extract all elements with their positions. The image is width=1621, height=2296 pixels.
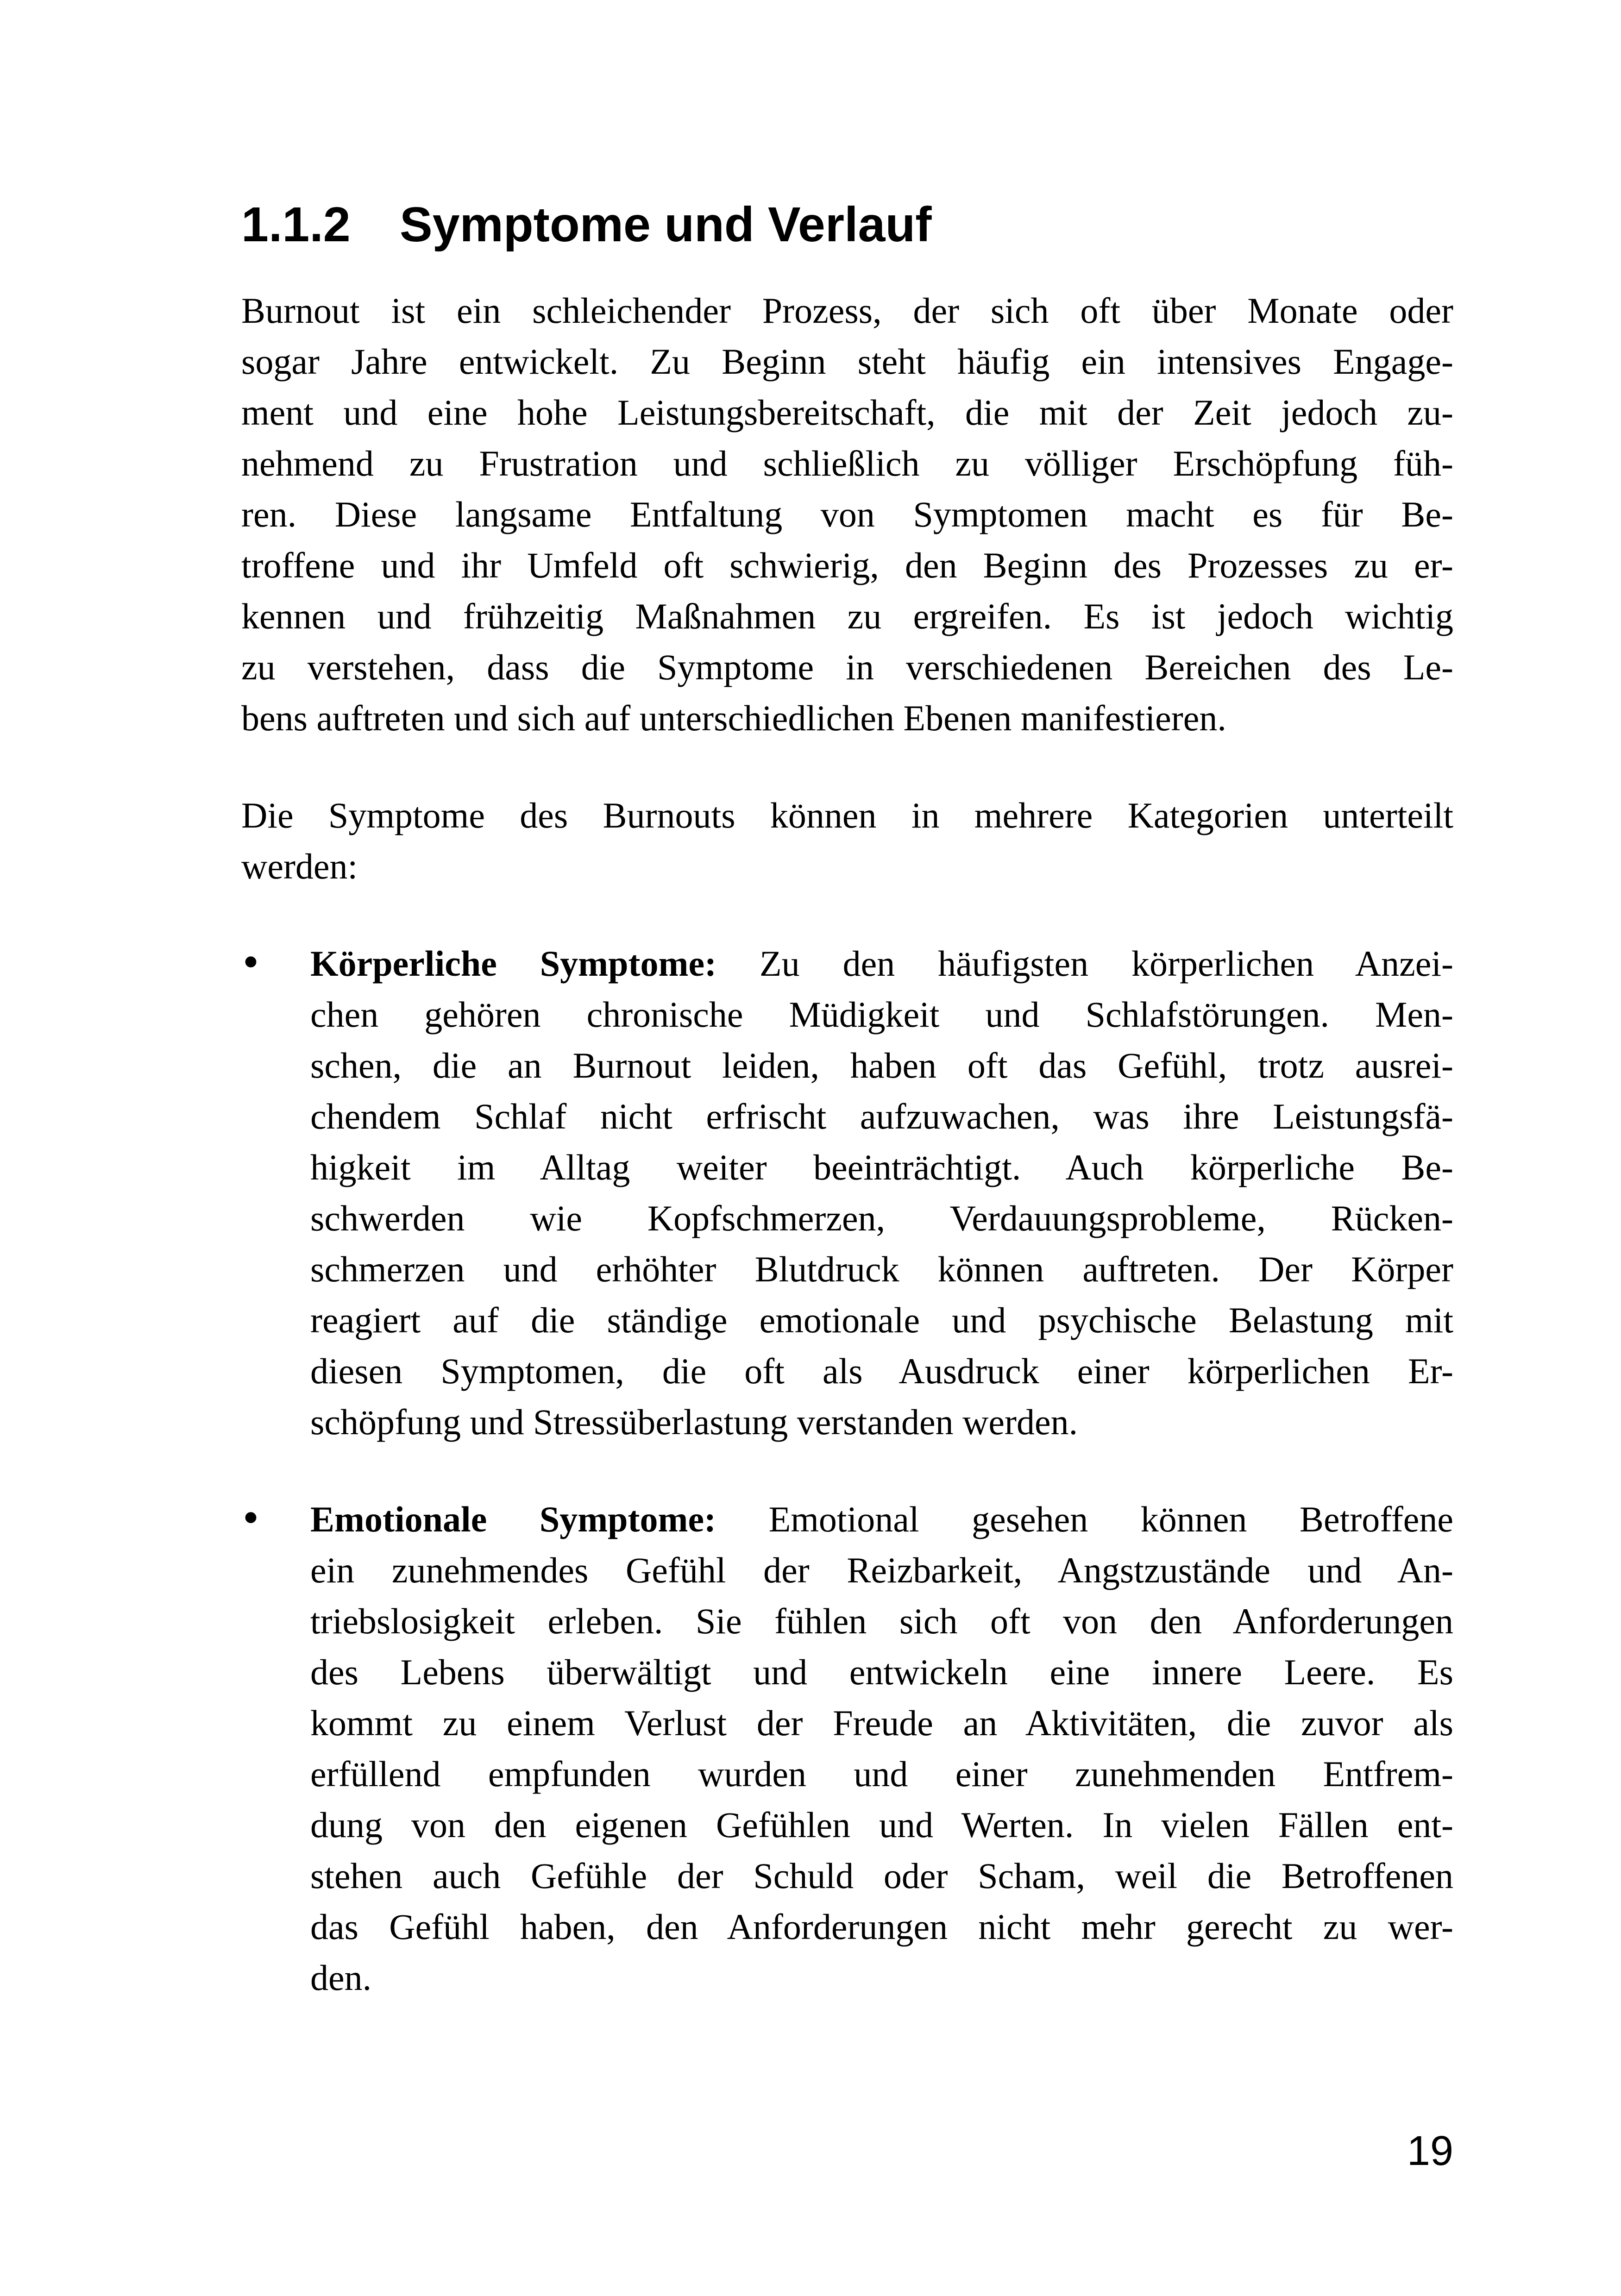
text-line: stehen auch Gefühle der Schuld oder Scham, weil die Betroffenen xyxy=(310,1856,1453,1896)
paragraph xyxy=(241,285,1453,744)
text-line: werden: xyxy=(241,846,358,886)
bullet-item xyxy=(241,1494,1453,2003)
bullet-marker-icon: • xyxy=(243,936,259,987)
document-content xyxy=(241,197,1453,2003)
text-line: erfüllend empfunden wurden und einer zunehmenden Entfrem- xyxy=(310,1754,1453,1794)
text-line: bens auftreten und sich auf unterschiedlichen Ebenen manifestieren. xyxy=(241,698,1226,738)
text-line: schwerden wie Kopfschmerzen, Verdauungsprobleme, Rücken- xyxy=(310,1198,1453,1238)
text-line: Die Symptome des Burnouts können in mehrere Kategorien unterteilt xyxy=(241,795,1453,835)
text-line: das Gefühl haben, den Anforderungen nicht mehr gerecht zu wer- xyxy=(310,1907,1453,1947)
text-line: ren. Diese langsame Entfaltung von Symptomen macht es für Be- xyxy=(241,494,1453,534)
text-line: dung von den eigenen Gefühlen und Werten. In vielen Fällen ent- xyxy=(310,1805,1453,1845)
text-line: triebslosigkeit erleben. Sie fühlen sich oft von den Anforderungen xyxy=(310,1601,1453,1641)
section-heading xyxy=(241,197,1453,252)
text-line: Emotionale Symptome: Emotional gesehen können Betroffene xyxy=(310,1499,1453,1539)
text-line: schen, die an Burnout leiden, haben oft das Gefühl, trotz ausrei- xyxy=(310,1045,1453,1085)
text-line: des Lebens überwältigt und entwickeln eine innere Leere. Es xyxy=(310,1652,1453,1692)
text-line: chen gehören chronische Müdigkeit und Schlafstörungen. Men- xyxy=(310,994,1453,1035)
page-number: 19 xyxy=(1407,2128,1453,2174)
text-line: Burnout ist ein schleichender Prozess, der sich oft über Monate oder xyxy=(241,290,1453,331)
text-line: kommt zu einem Verlust der Freude an Aktivitäten, die zuvor als xyxy=(310,1703,1453,1743)
section-title: Symptome und Verlauf xyxy=(400,197,932,252)
text-line: ment und eine hohe Leistungsbereitschaft, die mit der Zeit jedoch zu- xyxy=(241,392,1453,433)
text-line: kennen und frühzeitig Maßnahmen zu ergreifen. Es ist jedoch wichtig xyxy=(241,596,1453,636)
text-line: diesen Symptomen, die oft als Ausdruck einer körperlichen Er- xyxy=(310,1351,1453,1391)
bullet-item xyxy=(241,938,1453,1448)
paragraph xyxy=(241,790,1453,892)
text-line: nehmend zu Frustration und schließlich zu völliger Erschöpfung füh- xyxy=(241,443,1453,483)
bullet-lead-bold: Körperliche Symptome: xyxy=(310,943,717,984)
text-line: sogar Jahre entwickelt. Zu Beginn steht häufig ein intensives Engage- xyxy=(241,341,1453,382)
text-line: Körperliche Symptome: Zu den häufigsten körperlichen Anzei- xyxy=(310,943,1453,984)
bullet-lead-bold: Emotionale Symptome: xyxy=(310,1499,716,1539)
text-line: zu verstehen, dass die Symptome in verschiedenen Bereichen des Le- xyxy=(241,647,1453,687)
text-line: schmerzen und erhöhter Blutdruck können auftreten. Der Körper xyxy=(310,1249,1453,1289)
document-blocks xyxy=(241,285,1453,2003)
text-line: higkeit im Alltag weiter beeinträchtigt. Auch körperliche Be- xyxy=(310,1147,1453,1187)
text-line: reagiert auf die ständige emotionale und psychische Belastung mit xyxy=(310,1300,1453,1340)
text-line: schöpfung und Stressüberlastung verstanden werden. xyxy=(310,1402,1078,1442)
text-line: chendem Schlaf nicht erfrischt aufzuwachen, was ihre Leistungsfä- xyxy=(310,1096,1453,1136)
text-line: troffene und ihr Umfeld oft schwierig, den Beginn des Prozesses zu er- xyxy=(241,545,1453,585)
text-line: den. xyxy=(310,1957,372,1998)
section-number: 1.1.2 xyxy=(241,197,351,252)
text-line: ein zunehmendes Gefühl der Reizbarkeit, Angstzustände und An- xyxy=(310,1550,1453,1590)
bullet-marker-icon: • xyxy=(243,1492,259,1543)
